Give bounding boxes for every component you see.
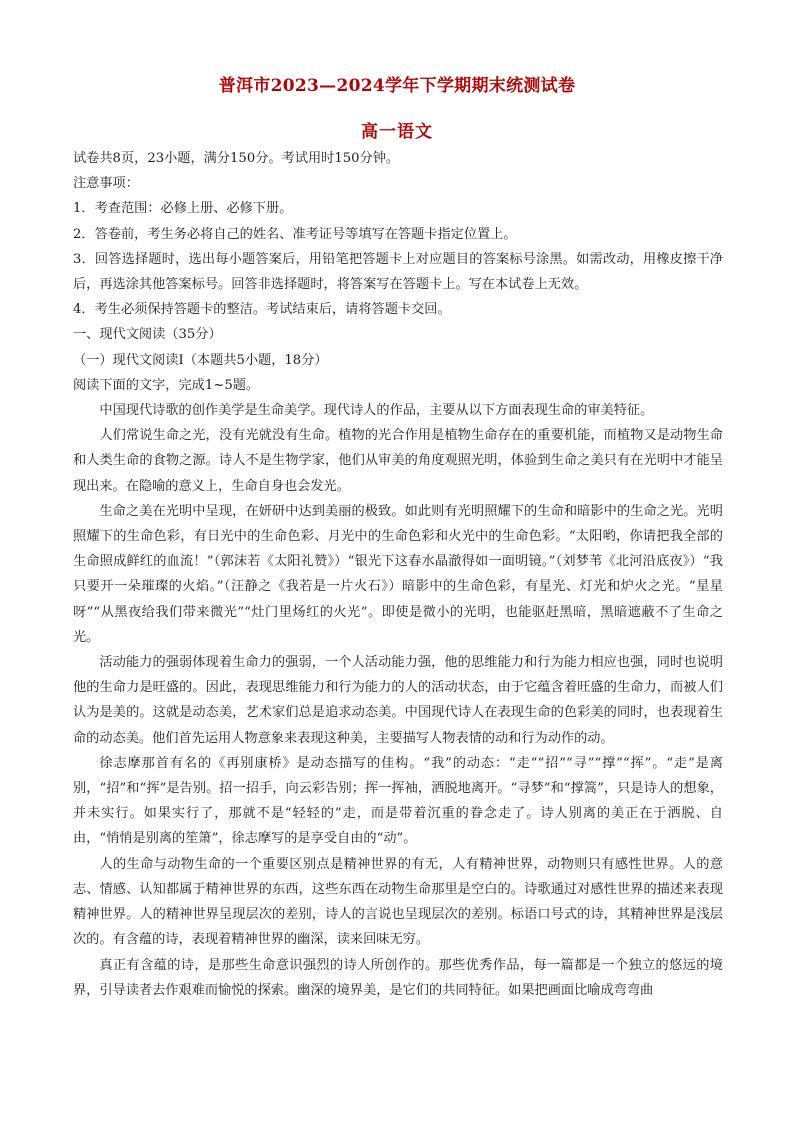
passage-paragraph: 生命之美在光明中呈现，在妍研中达到美丽的极致。如此则有光明照耀下的生命和暗影中的生命之光。光明照耀下的生命色彩，有日光中的生命色彩、月光中的生命色彩和火光中的生命色彩。“太阳哟，你请把我全部的生命照成鲜红的血流！”（郭沫若《太阳礼赞》）“银光下这春水晶澈得如一面明镜。”（刘梦苇《北河沿底夜》）“我只要开一朵璀璨的火焰。”（汪静之《我若是一片火石》）暗影中的生命色彩，有星光、灯光和炉火之光。“星星呀”“从黑夜给我们带来微光”“灶门里炀红的火光”。即使是微小的光明，也能驱赶黑暗，黑暗遮蔽不了生命之光。 [73, 503, 723, 645]
section-heading: 一、现代文阅读（35分） [73, 327, 222, 343]
notice-item: 1．考查范围：必修上册、必修下册。 [73, 201, 293, 217]
passage-paragraph: 人们常说生命之光，没有光就没有生命。植物的光合作用是植物生命存在的重要机能，而植物又是动物生命和人类生命的食物之源。诗人不是生物学家，他们从审美的角度观照光明，体验到生命之美只有在光明中才能呈现出来。在隐喻的意义上，生命自身也会发光。 [73, 428, 723, 494]
passage-paragraph: 活动能力的强弱体现着生命力的强弱，一个人活动能力强，他的思维能力和行为能力相应也强，同时也说明他的生命力是旺盛的。因此，表现思维能力和行为能力的人的活动状态，由于它蕴含着旺盛的生命力，而被人们认为是美的。这就是动态美，艺术家们总是追求动态美。中国现代诗人在表现生命的色彩美的同时，也表现着生命的动态美。他们首先运用人物意象来表现这种美，主要描写人物表情的动和行为动作的动。 [73, 655, 723, 746]
section-subheading: （一）现代文阅读Ⅰ（本题共5小题，18分） [73, 352, 328, 368]
reading-instruction: 阅读下面的文字，完成1~5题。 [73, 377, 260, 393]
passage-paragraph: 中国现代诗歌的创作美学是生命美学。现代诗人的作品，主要从以下方面表现生命的审美特征。 [99, 403, 654, 419]
exam-info: 试卷共8页，23小题，满分150分。考试用时150分钟。 [73, 151, 400, 166]
exam-subject: 高一语文 [361, 122, 433, 142]
exam-title: 普洱市2023—2024学年下学期期末统测试卷 [218, 76, 576, 96]
exam-body [73, 146, 723, 1003]
notice-item: 3．回答选择题时，选出每小题答案后，用铅笔把答题卡上对应题目的答案标号涂黑。如需改动，用橡皮擦干净后，再选涂其他答案标号。回答非选择题时，将答案写在答题卡上。写在本试卷上无效。 [73, 251, 723, 293]
notice-title: 注意事项： [73, 176, 139, 192]
passage-paragraph: 真正有含蕴的诗，是那些生命意识强烈的诗人所创作的。那些优秀作品，每一篇都是一个独立的悠远的境界，引导读者去作艰难而愉悦的探索。幽深的境界美，是它们的共同特征。如果把画面比喻成弯弯曲 [73, 957, 723, 998]
passage-paragraph: 徐志摩那首有名的《再别康桥》是动态描写的佳构。“我”的动态：“走”“招”“寻”“撑”“挥”。“走”是离别，“招”和“挥”是告别。招一招手，向云彩告别；挥一挥袖，洒脱地离开。“寻梦”和“撑篙”，只是诗人的想象，并未实行。如果实行了，那就不是“轻轻的”走，而是带着沉重的眷念走了。诗人别离的美正在于洒脱、自由，“悄悄是别离的笙箫”，徐志摩写的是享受自由的“动”。 [73, 755, 723, 847]
notice-item: 4．考生必须保持答题卡的整洁。考试结束后，请将答题卡交回。 [73, 302, 451, 318]
passage-paragraph: 人的生命与动物生命的一个重要区别点是精神世界的有无，人有精神世界，动物则只有感性世界。人的意志、情感、认知都属于精神世界的东西，这些东西在动物生命那里是空白的。诗歌通过对感性世界的描述来表现精神世界。人的精神世界呈现层次的差别，诗人的言说也呈现层次的差别。标语口号式的诗，其精神世界是浅层次的。有含蕴的诗，表现着精神世界的幽深，读来回味无穷。 [73, 856, 723, 948]
notice-item: 2．答卷前，考生务必将自己的姓名、准考证号等填写在答题卡指定位置上。 [73, 226, 517, 242]
